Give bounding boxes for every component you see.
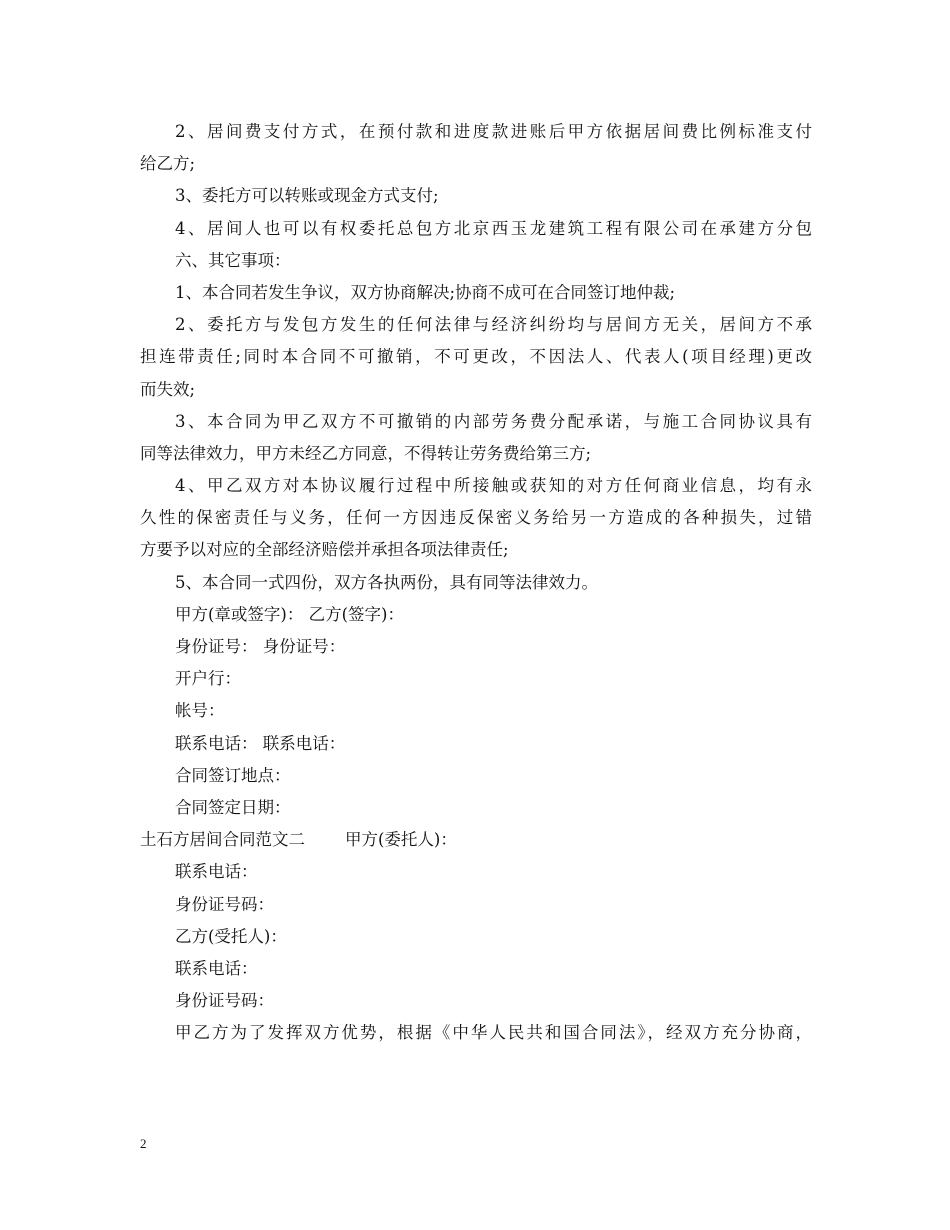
text-line: 身份证号码： xyxy=(175,894,274,914)
text-line: 久性的保密责任与义务，任何一方因违反保密义务给另一方造成的各种损失，过错 xyxy=(140,508,812,528)
text-line: 2、居间费支付方式，在预付款和进度款进账后甲方依据居间费比例标准支付 xyxy=(175,122,812,141)
text-line: 3、本合同为甲乙双方不可撤销的内部劳务费分配承诺，与施工合同协议具有 xyxy=(175,411,812,431)
text-line: 六、其它事项： xyxy=(175,250,291,270)
text-line: 方要予以对应的全部经济赔偿并承担各项法律责任; xyxy=(140,540,509,560)
section-title-line xyxy=(140,824,812,856)
text-line: 1、本合同若发生争议，双方协商解决;协商不成可在合同签订地仲裁; xyxy=(175,282,676,302)
paragraph-block-contract-terms xyxy=(140,116,812,824)
text-line: 5、本合同一式四份，双方各执两份，具有同等法律效力。 xyxy=(175,572,598,592)
text-line: 乙方(受托人)： xyxy=(175,926,287,946)
document-body xyxy=(140,116,812,1049)
text-line: 甲方(章或签字)： 乙方(签字)： xyxy=(175,604,404,624)
section-title: 土石方居间合同范文二 xyxy=(140,830,305,850)
text-line: 同等法律效力，甲方未经乙方同意，不得转让劳务费给第三方; xyxy=(140,443,592,463)
text-line: 联系电话： xyxy=(175,862,258,882)
text-line: 开户行： xyxy=(175,669,241,689)
text-line: 而失效; xyxy=(140,379,196,399)
text-line: 合同签订地点： xyxy=(175,765,291,785)
text-line: 联系电话： 联系电话： xyxy=(175,733,346,753)
text-line: 帐号： xyxy=(175,701,225,721)
text-line: 联系电话： xyxy=(175,958,258,978)
text-line: 身份证号码： xyxy=(175,991,274,1011)
text-line: 4、甲乙双方对本协议履行过程中所接触或获知的对方任何商业信息，均有永 xyxy=(175,476,812,496)
paragraph-block-second-contract xyxy=(140,856,812,1049)
text-line: 2、委托方与发包方发生的任何法律与经济纠纷均与居间方无关，居间方不承 xyxy=(175,315,812,335)
text-line: 担连带责任;同时本合同不可撤销，不可更改，不因法人、代表人(项目经理)更改 xyxy=(140,347,812,367)
text-line: 甲乙方为了发挥双方优势，根据《中华人民共和国合同法》，经双方充分协商， xyxy=(175,1023,812,1043)
text-line: 身份证号： 身份证号： xyxy=(175,637,346,656)
text-line: 4、居间人也可以有权委托总包方北京西玉龙建筑工程有限公司在承建方分包 xyxy=(175,218,812,238)
text-line: 3、委托方可以转账或现金方式支付; xyxy=(175,186,439,206)
text-line: 给乙方; xyxy=(140,154,196,174)
page-number: 2 xyxy=(140,1136,147,1151)
party-a-label: 甲方(委托人)： xyxy=(345,830,457,850)
text-line: 合同签定日期： xyxy=(175,797,291,817)
